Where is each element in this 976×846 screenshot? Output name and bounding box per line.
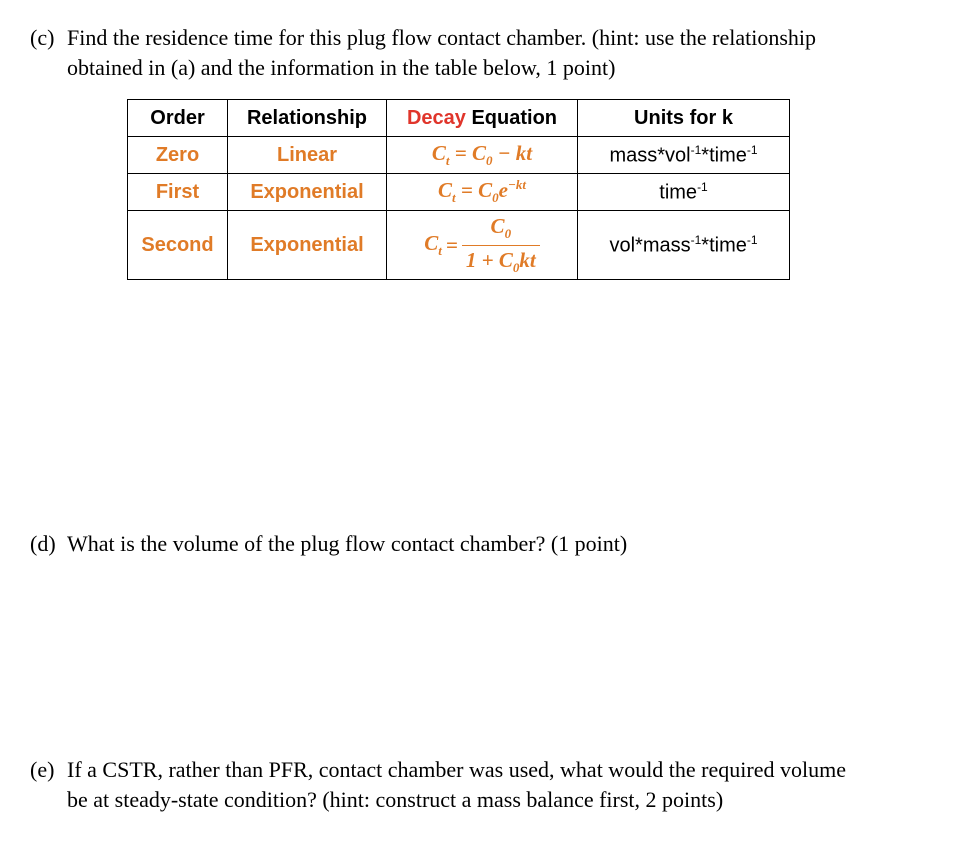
question-e-line1: If a CSTR, rather than PFR, contact chamber was used, what would the required volume bbox=[67, 757, 846, 782]
table-row-second bbox=[128, 211, 790, 280]
header-units: Units for k bbox=[578, 100, 790, 137]
units-cell: mass*vol$^{-1}$*time$^{-1}$ bbox=[578, 137, 790, 174]
question-c bbox=[30, 23, 930, 83]
relationship-cell: Exponential bbox=[228, 174, 387, 211]
order-cell: Second bbox=[128, 211, 228, 280]
equation-cell bbox=[387, 211, 578, 280]
header-decay-word: Decay bbox=[406, 106, 466, 129]
order-cell: First bbox=[128, 174, 228, 211]
zero-order-equation: $C_t = C_0$ − kt bbox=[431, 140, 533, 169]
first-order-equation: $C_t = C_0e^{-kt}$ bbox=[438, 177, 526, 206]
table-row-zero bbox=[128, 137, 790, 174]
question-c-label: (c) bbox=[30, 25, 55, 50]
table-row-first bbox=[128, 174, 790, 211]
question-c-line1: Find the residence time for this plug flow contact chamber. (hint: use the relationship bbox=[67, 25, 817, 50]
equation-cell bbox=[387, 174, 578, 211]
question-d-label: (d) bbox=[30, 531, 56, 556]
units-cell: vol*mass$^{-1}$*time$^{-1}$ bbox=[578, 211, 790, 280]
second-order-fraction: $\frac{C_0}{1 + C_0kt}$ bbox=[462, 214, 540, 275]
relationship-cell: Exponential bbox=[228, 211, 387, 280]
header-order: Order bbox=[128, 100, 228, 137]
question-e-label: (e) bbox=[30, 757, 55, 782]
header-decay-equation bbox=[387, 100, 578, 137]
order-cell: Zero bbox=[128, 137, 228, 174]
question-e bbox=[30, 755, 930, 815]
question-c-line2: obtained in (a) and the information in the table below, 1 point) bbox=[67, 55, 616, 80]
header-relationship: Relationship bbox=[228, 100, 387, 137]
question-d-line1: What is the volume of the plug flow contact chamber? (1 point) bbox=[67, 531, 628, 556]
relationship-cell: Linear bbox=[228, 137, 387, 174]
question-d bbox=[30, 529, 930, 559]
units-cell: time$^{-1}$ bbox=[578, 174, 790, 211]
question-e-line2: be at steady-state condition? (hint: construct a mass balance first, 2 points) bbox=[67, 787, 724, 812]
equation-cell bbox=[387, 137, 578, 174]
second-order-equation: $C_t$ = $\frac{C_0}{1 + C_0kt}$ bbox=[424, 214, 539, 275]
header-equation-word: Equation bbox=[471, 106, 558, 129]
decay-table bbox=[127, 99, 790, 280]
table-header-row bbox=[128, 100, 790, 137]
